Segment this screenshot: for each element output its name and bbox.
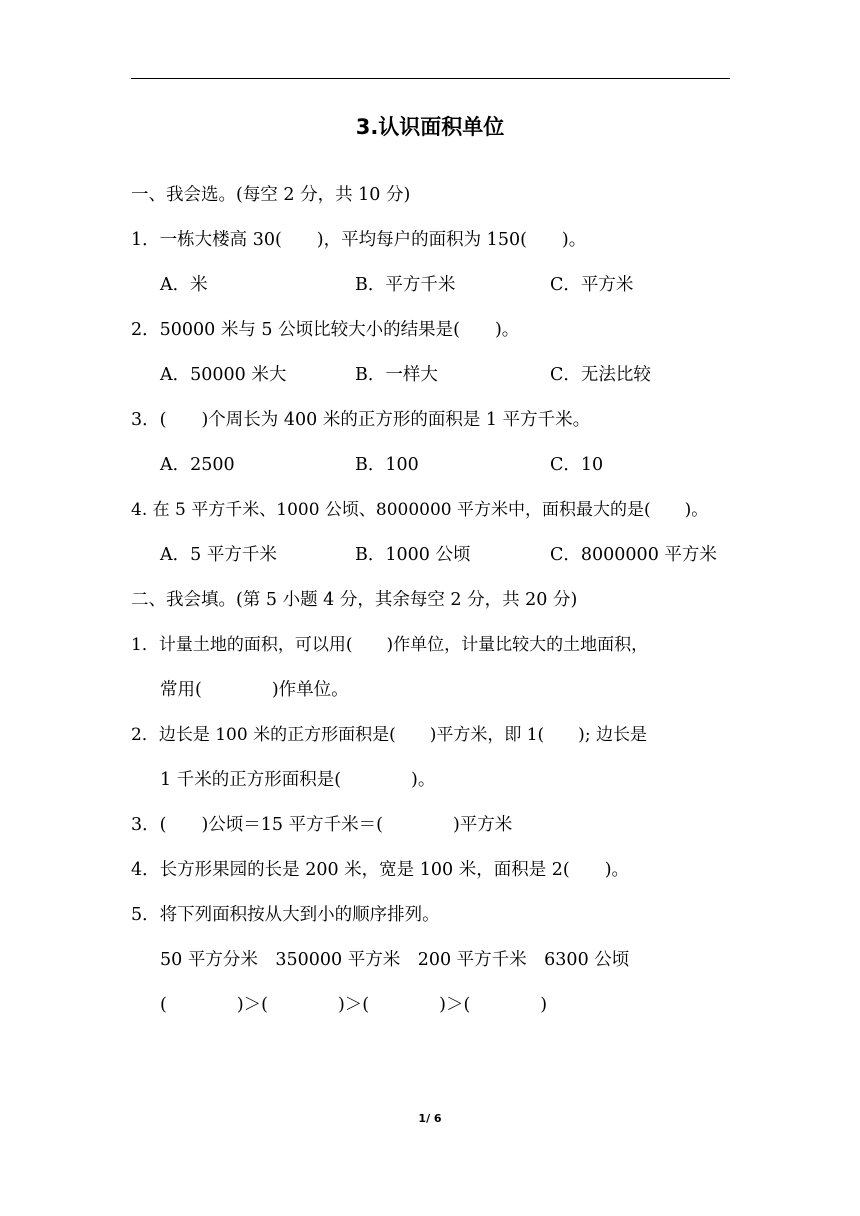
section1-q1-option-b: B．平方千米 [355, 275, 456, 295]
section1-q4-option-b: B．1000 公顷 [355, 545, 471, 565]
section2-question-2-line1: 2．边长是 100 米的正方形面积是( )平方米，即 1( ); 边长是 [131, 725, 647, 745]
section1-q4-option-c: C．8000000 平方米 [550, 545, 717, 565]
section1-question-4: 4. 在 5 平方千米、1000 公顷、8000000 平方米中，面积最大的是( )。 [131, 500, 709, 520]
section2-question-1-line2: 常用( )作单位。 [160, 680, 349, 700]
section1-heading: 一、我会选。(每空 2 分，共 10 分) [131, 185, 411, 205]
section1-question-2: 2．50000 米与 5 公顷比较大小的结果是( )。 [131, 320, 520, 340]
section1-question-3: 3．( )个周长为 400 米的正方形的面积是 1 平方千米。 [131, 410, 591, 430]
section1-q3-option-c: C．10 [550, 455, 604, 475]
section2-question-5: 5．将下列面积按从大到小的顺序排列。 [131, 905, 440, 925]
section2-question-2-line2: 1 千米的正方形面积是( )。 [160, 770, 436, 790]
section1-q3-option-a: A．2500 [160, 455, 235, 475]
section1-q3-option-b: B．100 [355, 455, 419, 475]
section1-q1-option-a: A．米 [160, 275, 208, 295]
page-title: 3.认识面积单位 [355, 115, 505, 139]
section2-q5-items: 50 平方分米 350000 平方米 200 平方千米 6300 公顷 [160, 950, 630, 970]
section2-question-1-line1: 1．计量土地的面积，可以用( )作单位，计量比较大的土地面积， [131, 635, 649, 655]
section2-question-3: 3．( )公顷＝15 平方千米＝( )平方米 [131, 815, 513, 835]
section2-question-4: 4．长方形果园的长是 200 米，宽是 100 米，面积是 2( )。 [131, 860, 630, 880]
section2-heading: 二、我会填。(第 5 小题 4 分，其余每空 2 分，共 20 分) [131, 590, 578, 610]
section1-q2-option-c: C．无法比较 [550, 365, 651, 385]
section1-q1-option-c: C．平方米 [550, 275, 634, 295]
section1-q2-option-a: A．50000 米大 [160, 365, 287, 385]
page-number: 1/ 6 [418, 1112, 442, 1125]
section1-q2-option-b: B．一样大 [355, 365, 438, 385]
header-rule [131, 78, 730, 79]
section2-q5-answer-blanks: ( )＞( )＞( )＞( ) [160, 995, 548, 1015]
section1-question-1: 1．一栋大楼高 30( )，平均每户的面积为 150( )。 [131, 230, 587, 250]
section1-q4-option-a: A．5 平方千米 [160, 545, 277, 565]
